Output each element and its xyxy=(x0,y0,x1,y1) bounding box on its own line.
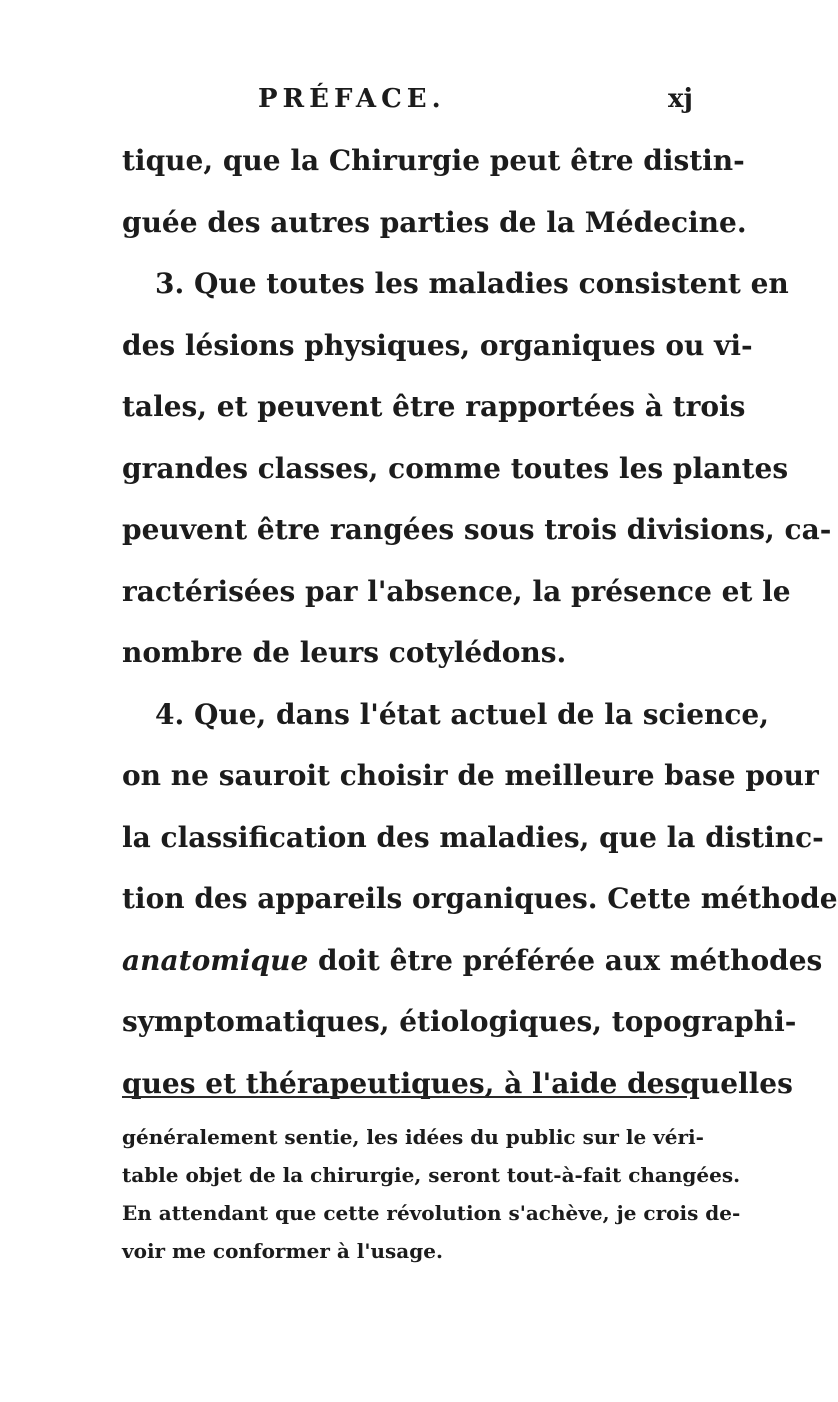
footnote-line: table objet de la chirurgie, seront tout-à-fait changées. xyxy=(122,1163,741,1187)
body-line: 4. Que, dans l'état actuel de la science, xyxy=(155,697,769,731)
body-line: peuvent être rangées sous trois divisions, ca- xyxy=(122,513,832,546)
italic-term: anatomique xyxy=(122,943,309,977)
body-line: ques et thérapeutiques, à l'aide desquelles xyxy=(122,1066,793,1100)
body-line: on ne sauroit choisir de meilleure base pour xyxy=(122,759,819,792)
body-line: grandes classes, comme toutes les plantes xyxy=(122,451,789,485)
body-line: guée des autres parties de la Médecine. xyxy=(122,205,747,239)
body-line: tique, que la Chirurgie peut être distin- xyxy=(122,144,745,177)
running-title: PRÉFACE. xyxy=(258,84,446,114)
page-number: xj xyxy=(668,84,693,114)
body-line: symptomatiques, étiologiques, topographi- xyxy=(122,1005,797,1038)
page-header xyxy=(0,84,800,124)
footnote xyxy=(122,1122,741,1274)
body-line: la classification des maladies, que la distinc- xyxy=(122,820,824,854)
body-line: ractérisées par l'absence, la présence et le xyxy=(122,574,791,608)
footnote-divider xyxy=(122,1096,687,1098)
body-line-rest: doit être préférée aux méthodes xyxy=(308,943,823,977)
body-line: nombre de leurs cotylédons. xyxy=(122,636,567,669)
body-line: 3. Que toutes les maladies consistent en xyxy=(155,267,789,300)
body-line: tion des appareils organiques. Cette méthode xyxy=(122,882,838,915)
footnote-line: généralement sentie, les idées du public sur le véri- xyxy=(122,1125,704,1149)
body-line xyxy=(122,936,823,998)
body-text xyxy=(122,136,838,1120)
footnote-line: En attendant que cette révolution s'achève, je crois de- xyxy=(122,1201,741,1225)
body-line: des lésions physiques, organiques ou vi- xyxy=(122,328,753,362)
body-line: tales, et peuvent être rapportées à trois xyxy=(122,390,746,423)
footnote-line: voir me conformer à l'usage. xyxy=(122,1239,443,1263)
